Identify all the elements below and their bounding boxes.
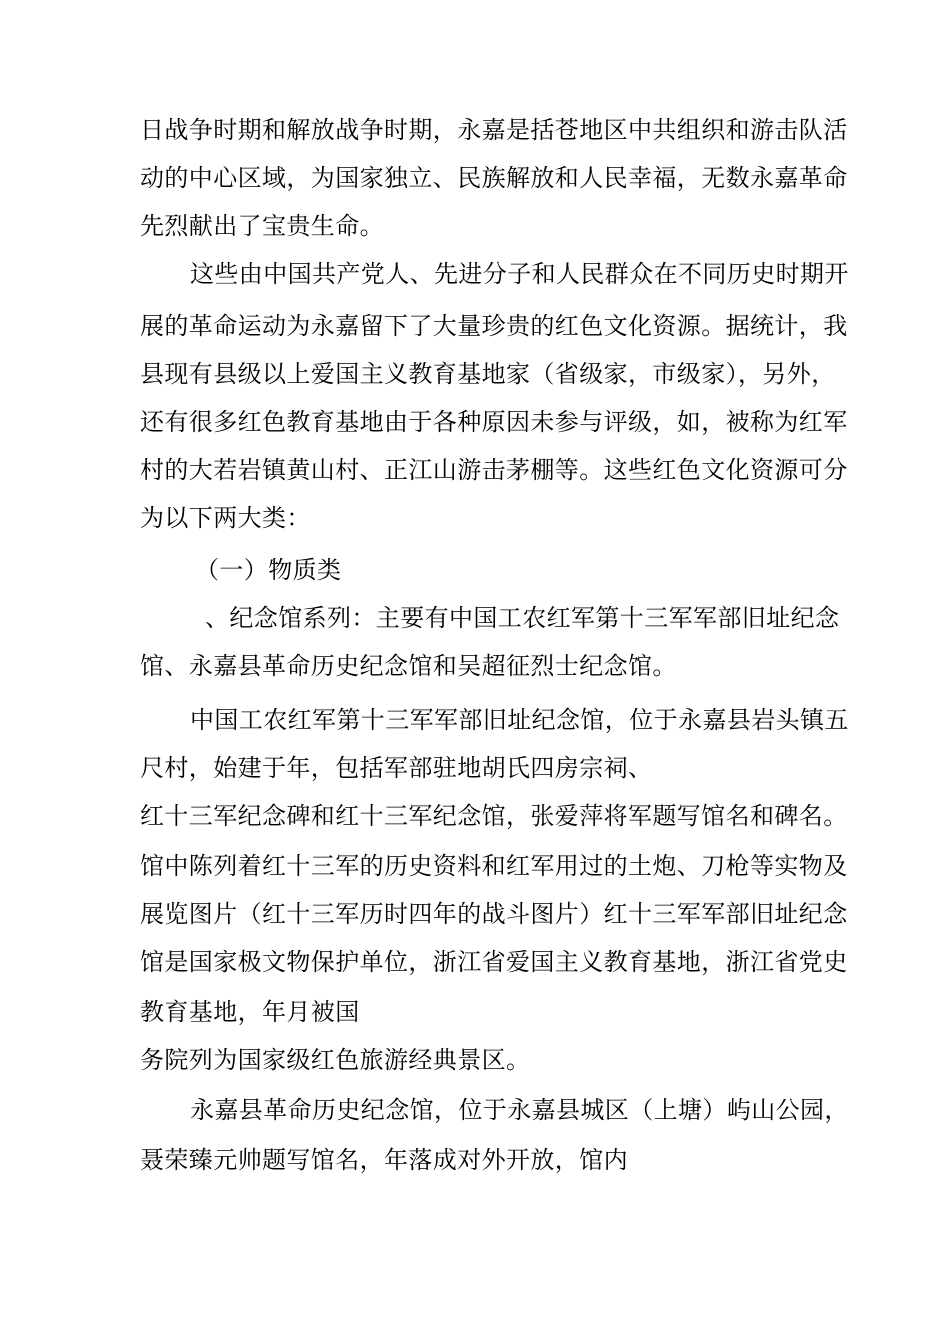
paragraph-first-line: 、纪念馆系列：主要有中国工农红军第十三军军部旧址纪念: [205, 604, 840, 632]
section-heading: （一）物质类: [195, 556, 342, 584]
text-line: 为以下两大类：: [140, 504, 311, 532]
text-line: 村的大若岩镇黄山村、正江山游击茅棚等。这些红色文化资源可分: [140, 456, 848, 484]
text-line: 红十三军纪念碑和红十三军纪念馆，张爱萍将军题写馆名和碑名。: [140, 802, 848, 830]
text-line: 日战争时期和解放战争时期，永嘉是括苍地区中共组织和游击队活: [140, 116, 848, 144]
paragraph-first-line: 中国工农红军第十三军军部旧址纪念馆，位于永嘉县岩头镇五: [190, 706, 849, 734]
paragraph-first-line: 永嘉县革命历史纪念馆，位于永嘉县城区（上塘）屿山公园，: [190, 1096, 849, 1124]
text-line: 教育基地，年月被国: [140, 998, 360, 1026]
text-line: 还有很多红色教育基地由于各种原因未参与评级，如，被称为红军: [140, 408, 848, 436]
text-line: 展览图片（红十三军历时四年的战斗图片）红十三军军部旧址纪念: [140, 900, 848, 928]
text-line: 县现有县级以上爱国主义教育基地家（省级家，市级家），另外，: [140, 360, 836, 388]
text-line: 务院列为国家级红色旅游经典景区。: [140, 1046, 531, 1074]
text-line: 尺村，始建于年，包括军部驻地胡氏四房宗祠、: [140, 754, 653, 782]
text-line: 馆是国家极文物保护单位，浙江省爱国主义教育基地，浙江省党史: [140, 948, 848, 976]
text-line: 先烈献出了宝贵生命。: [140, 212, 384, 240]
text-line: 馆、永嘉县革命历史纪念馆和吴超征烈士纪念馆。: [140, 652, 677, 680]
text-line: 聂荣臻元帅题写馆名，年落成对外开放，馆内: [140, 1146, 628, 1174]
text-line: 动的中心区域，为国家独立、民族解放和人民幸福，无数永嘉革命: [140, 164, 848, 192]
text-line: 馆中陈列着红十三军的历史资料和红军用过的土炮、刀枪等实物及: [140, 852, 848, 880]
paragraph-first-line: 这些由中国共产党人、先进分子和人民群众在不同历史时期开: [190, 260, 849, 288]
text-line: 展的革命运动为永嘉留下了大量珍贵的红色文化资源。据统计，我: [140, 312, 848, 340]
